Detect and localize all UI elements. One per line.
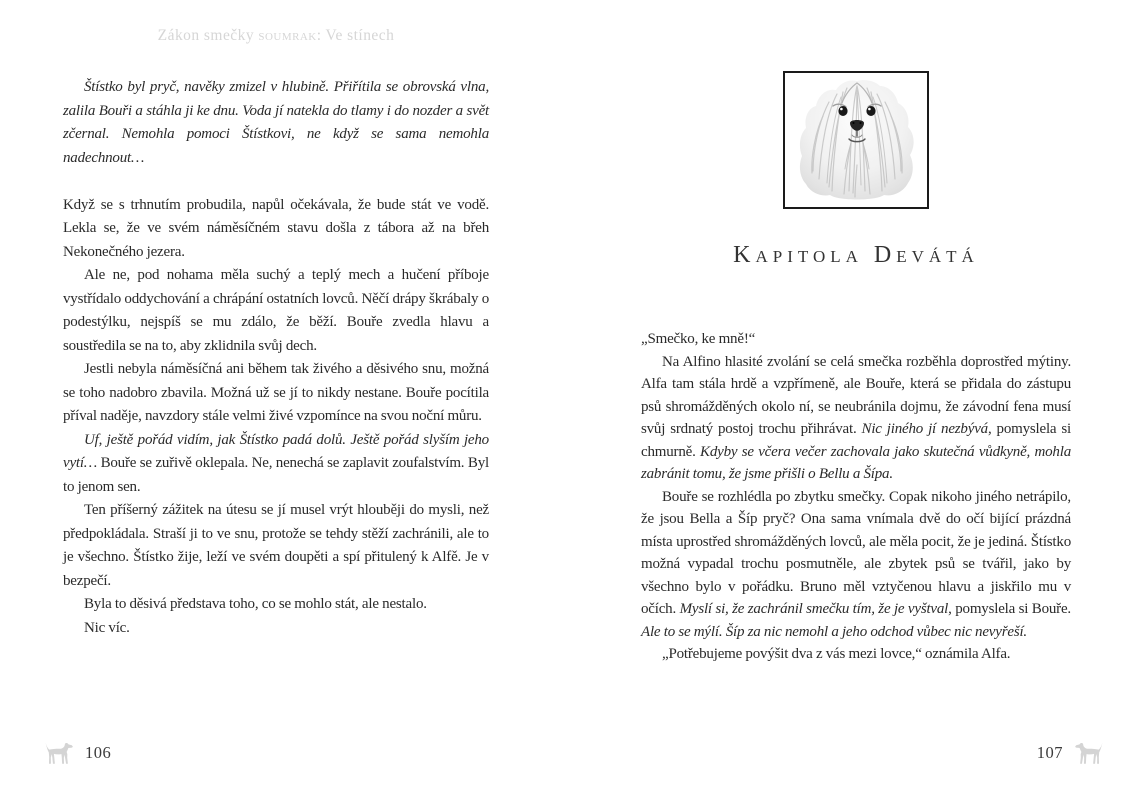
text-run: Ale ne, pod nohama měla suchý a teplý mech a hučení příboje vystřídalo oddychování a chrápání ostatních lovců. Něčí drápy škrábaly o podestýlku, nejspíš se mu zdálo, že běží. Bouře zvedla hlavu a soustředila se na to, aby zklidnila svůj dech. [63,267,489,354]
left-body-paragraphs [63,194,489,641]
chapter-title: Kapitola Devátá [733,242,979,268]
page-number: 106 [85,743,112,762]
text-run: „Smečko, ke mně!“ [641,331,756,347]
paragraph [63,194,489,265]
right-text-column [641,328,1071,666]
text-run: , pomyslela si Bouře. [948,601,1071,617]
dog-silhouette-icon [43,740,76,767]
text-run: Když se s trhnutím probudila, napůl očekávala, že bude stát ve vodě. Lekla se, že ve svém náměsíčném stavu došla z tábora až na břeh Nekonečného jezera. [63,196,489,260]
italic-text: Myslí si, že zachránil smečku tím, že je vyštval [679,601,949,617]
text-run: Jestli nebyla náměsíčná ani během tak živého a děsivého snu, možná se toho nadobro zbavila. Možná už se jí to nikdy nestane. Bouře pocítila příval naděje, navzdory stále velmi živé vzpomínce na svou noční můru. [63,361,489,424]
text-run: Bouře se rozhlédla po zbytku smečky. Copak nikoho jiného netrápilo, že jsou Bella a Šíp pryč? Ona sama vnímala dvě do očí bijící prázdná místa uprostřed shromážděných lovců, ale měla pocit, že je jediná. Štístko možná vypadal trochu posmutněle, ale zbytek psů se tvářil, jako by všechno bylo v pořádku. Bruno měl vztyčenou hlavu a jiskřilo mu v očích. [641,488,1071,617]
running-header [63,27,489,45]
maltese-dog-illustration [785,73,927,207]
right-body-paragraphs [641,328,1071,666]
left-page-footer [43,739,111,767]
italic-text: Nic jiného jí nezbývá [861,421,988,437]
paragraph [63,617,489,641]
paragraph [63,499,489,593]
text-run: „Potřebujeme povýšit dva z vás mezi lovce,“ oznámila Alfa. [662,646,1011,662]
paragraph [63,358,489,429]
text-run: , pomyslela si chmurně. [641,421,1071,460]
paragraph [63,429,489,500]
italic-text: Uf, ještě pořád vidím, jak Štístko padá dolů. Ještě pořád slyším jeho vytí… [63,431,489,471]
text-run: Byla to děsivá představa toho, co se mohlo stát, ale nestalo. [84,596,427,612]
text-run: Nic víc. [84,619,130,636]
paragraph [641,643,1071,666]
text-run: Ten příšerný zážitek na útesu se jí musel vrýt hlouběji do mysli, než předpokládala. Straší ji to ve snu, protože se tehdy stěží zachránili, ale to je všechno. Štístko žije, leží ve svém doupěti a spí přitulený k Alfě. Je v bezpečí. [63,502,489,589]
italic-text: Kdyby se včera večer zachovala jako skutečná vůdkyně, mohla zabránit tomu, že jsme přišli o Bellu a Šípa. [641,443,1071,482]
dog-silhouette-icon [1072,740,1105,767]
chapter-illustration-frame [783,71,929,209]
left-page [63,0,489,800]
text-run: Na Alfino hlasité zvolání se celá smečka rozběhla doprostřed mýtiny. Alfa tam stála hrdě a vzpřímeně, ale Bouře, která se přidala do zástupu psů shromážděných okolo ní, se neubránila dojmu, že závodní fena musí svůj srdnatý postoj trochu přihrávat. [641,353,1071,437]
paragraph [641,351,1071,486]
text-run: : Ve stínech [316,27,395,44]
left-text-column [63,76,489,640]
intro-paragraph [63,76,489,170]
italic-text: Štístko byl pryč, navěky zmizel v hlubině. Přiřítila se obrovská vlna, zalila Bouři a stáhla ji ke dnu. Voda jí natekla do tlamy i do nozder a svět zčernal. Nemohla pomoci Štístkovi, ne když se sama nemohla nadechnout… [63,79,489,166]
text-run: Bouře se zuřivě oklepala. Ne, nenechá se zaplavit zoufalstvím. Byl to jenom sen. [63,455,489,495]
paragraph [641,486,1071,644]
italic-text: Ale to se mýlí. Šíp za nic nemohl a jeho odchod vůbec nic nevyřeší. [641,623,1027,640]
paragraph [63,593,489,617]
text-run: Zákon smečky [157,27,259,44]
paragraph [641,328,1071,351]
page-number: 107 [1036,743,1063,762]
paragraph [63,264,489,358]
right-page-footer [1037,739,1105,767]
smallcaps-text: soumrak [258,27,317,44]
right-page [641,0,1071,800]
